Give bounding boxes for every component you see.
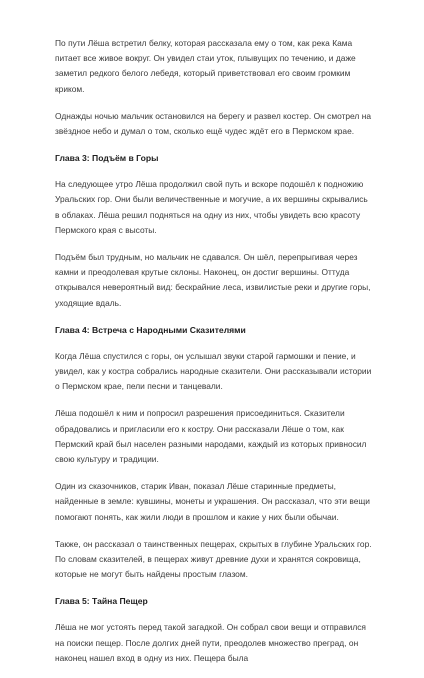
paragraph: На следующее утро Лёша продолжил свой путь и вскоре подошёл к подножию Уральских гор. Они были величественные и могучие, а их вершины скрывались в облаках. Лёша решил подняться на одну из них, чтобы увидеть всю красоту Пермского края с высоты.	[55, 179, 368, 235]
document-body	[55, 36, 373, 678]
paragraph: Однажды ночью мальчик остановился на берегу и развел костер. Он смотрел на звёздное небо и думал о том, сколько ещё чудес ждёт его в Пермском крае.	[55, 110, 372, 137]
paragraph: Лёша подошёл к ним и попросил разрешения присоединиться. Сказители обрадовались и пригласили его к костру. Они рассказали Лёше о том, как Пермский край был населен разными народами, каждый из которых привносил свою культуру и традиции.	[55, 408, 367, 465]
chapter-heading: Глава 5: Тайна Пещер	[55, 596, 148, 607]
paragraph: Когда Лёша спустился с горы, он услышал звуки старой гармошки и пение, и увидел, как у костра собрались народные сказители. Они рассказывали истории о Пермском крае, пели песни и танцевали.	[55, 350, 372, 392]
chapter-heading: Глава 3: Подъём в Горы	[55, 153, 159, 164]
chapter-heading: Глава 4: Встреча с Народными Сказителями	[55, 324, 246, 335]
paragraph: Один из сказочников, старик Иван, показал Лёше старинные предметы, найденные в земле: кувшины, монеты и украшения. Он рассказал, что эти вещи помогают понять, как жили люди в прошлом и какие у них были обычаи.	[55, 481, 370, 522]
paragraph: Лёша не мог устоять перед такой загадкой. Он собрал свои вещи и отправился на поиски пещер. После долгих дней пути, преодолев множество преград, он наконец нашел вход в одну из них. Пещера была	[55, 622, 366, 663]
paragraph: По пути Лёша встретил белку, которая рассказала ему о том, как река Кама питает все живое вокруг. Он увидел стаи уток, плывущих по течению, и даже заметил редкого белого лебедя, который приветствовал его своим громким криком.	[55, 38, 356, 94]
paragraph: Подъём был трудным, но мальчик не сдавался. Он шёл, перепрыгивая через камни и преодолевая крутые склоны. Наконец, он достиг вершины. Оттуда открывался невероятный вид: бескрайние леса, извилистые реки и другие горы, уходящие вдаль.	[55, 252, 371, 308]
paragraph: Также, он рассказал о таинственных пещерах, скрытых в глубине Уральских гор. По словам сказителей, в пещерах живут древние духи и хранятся сокровища, которые не могут быть найдены простым глазом.	[55, 538, 372, 580]
